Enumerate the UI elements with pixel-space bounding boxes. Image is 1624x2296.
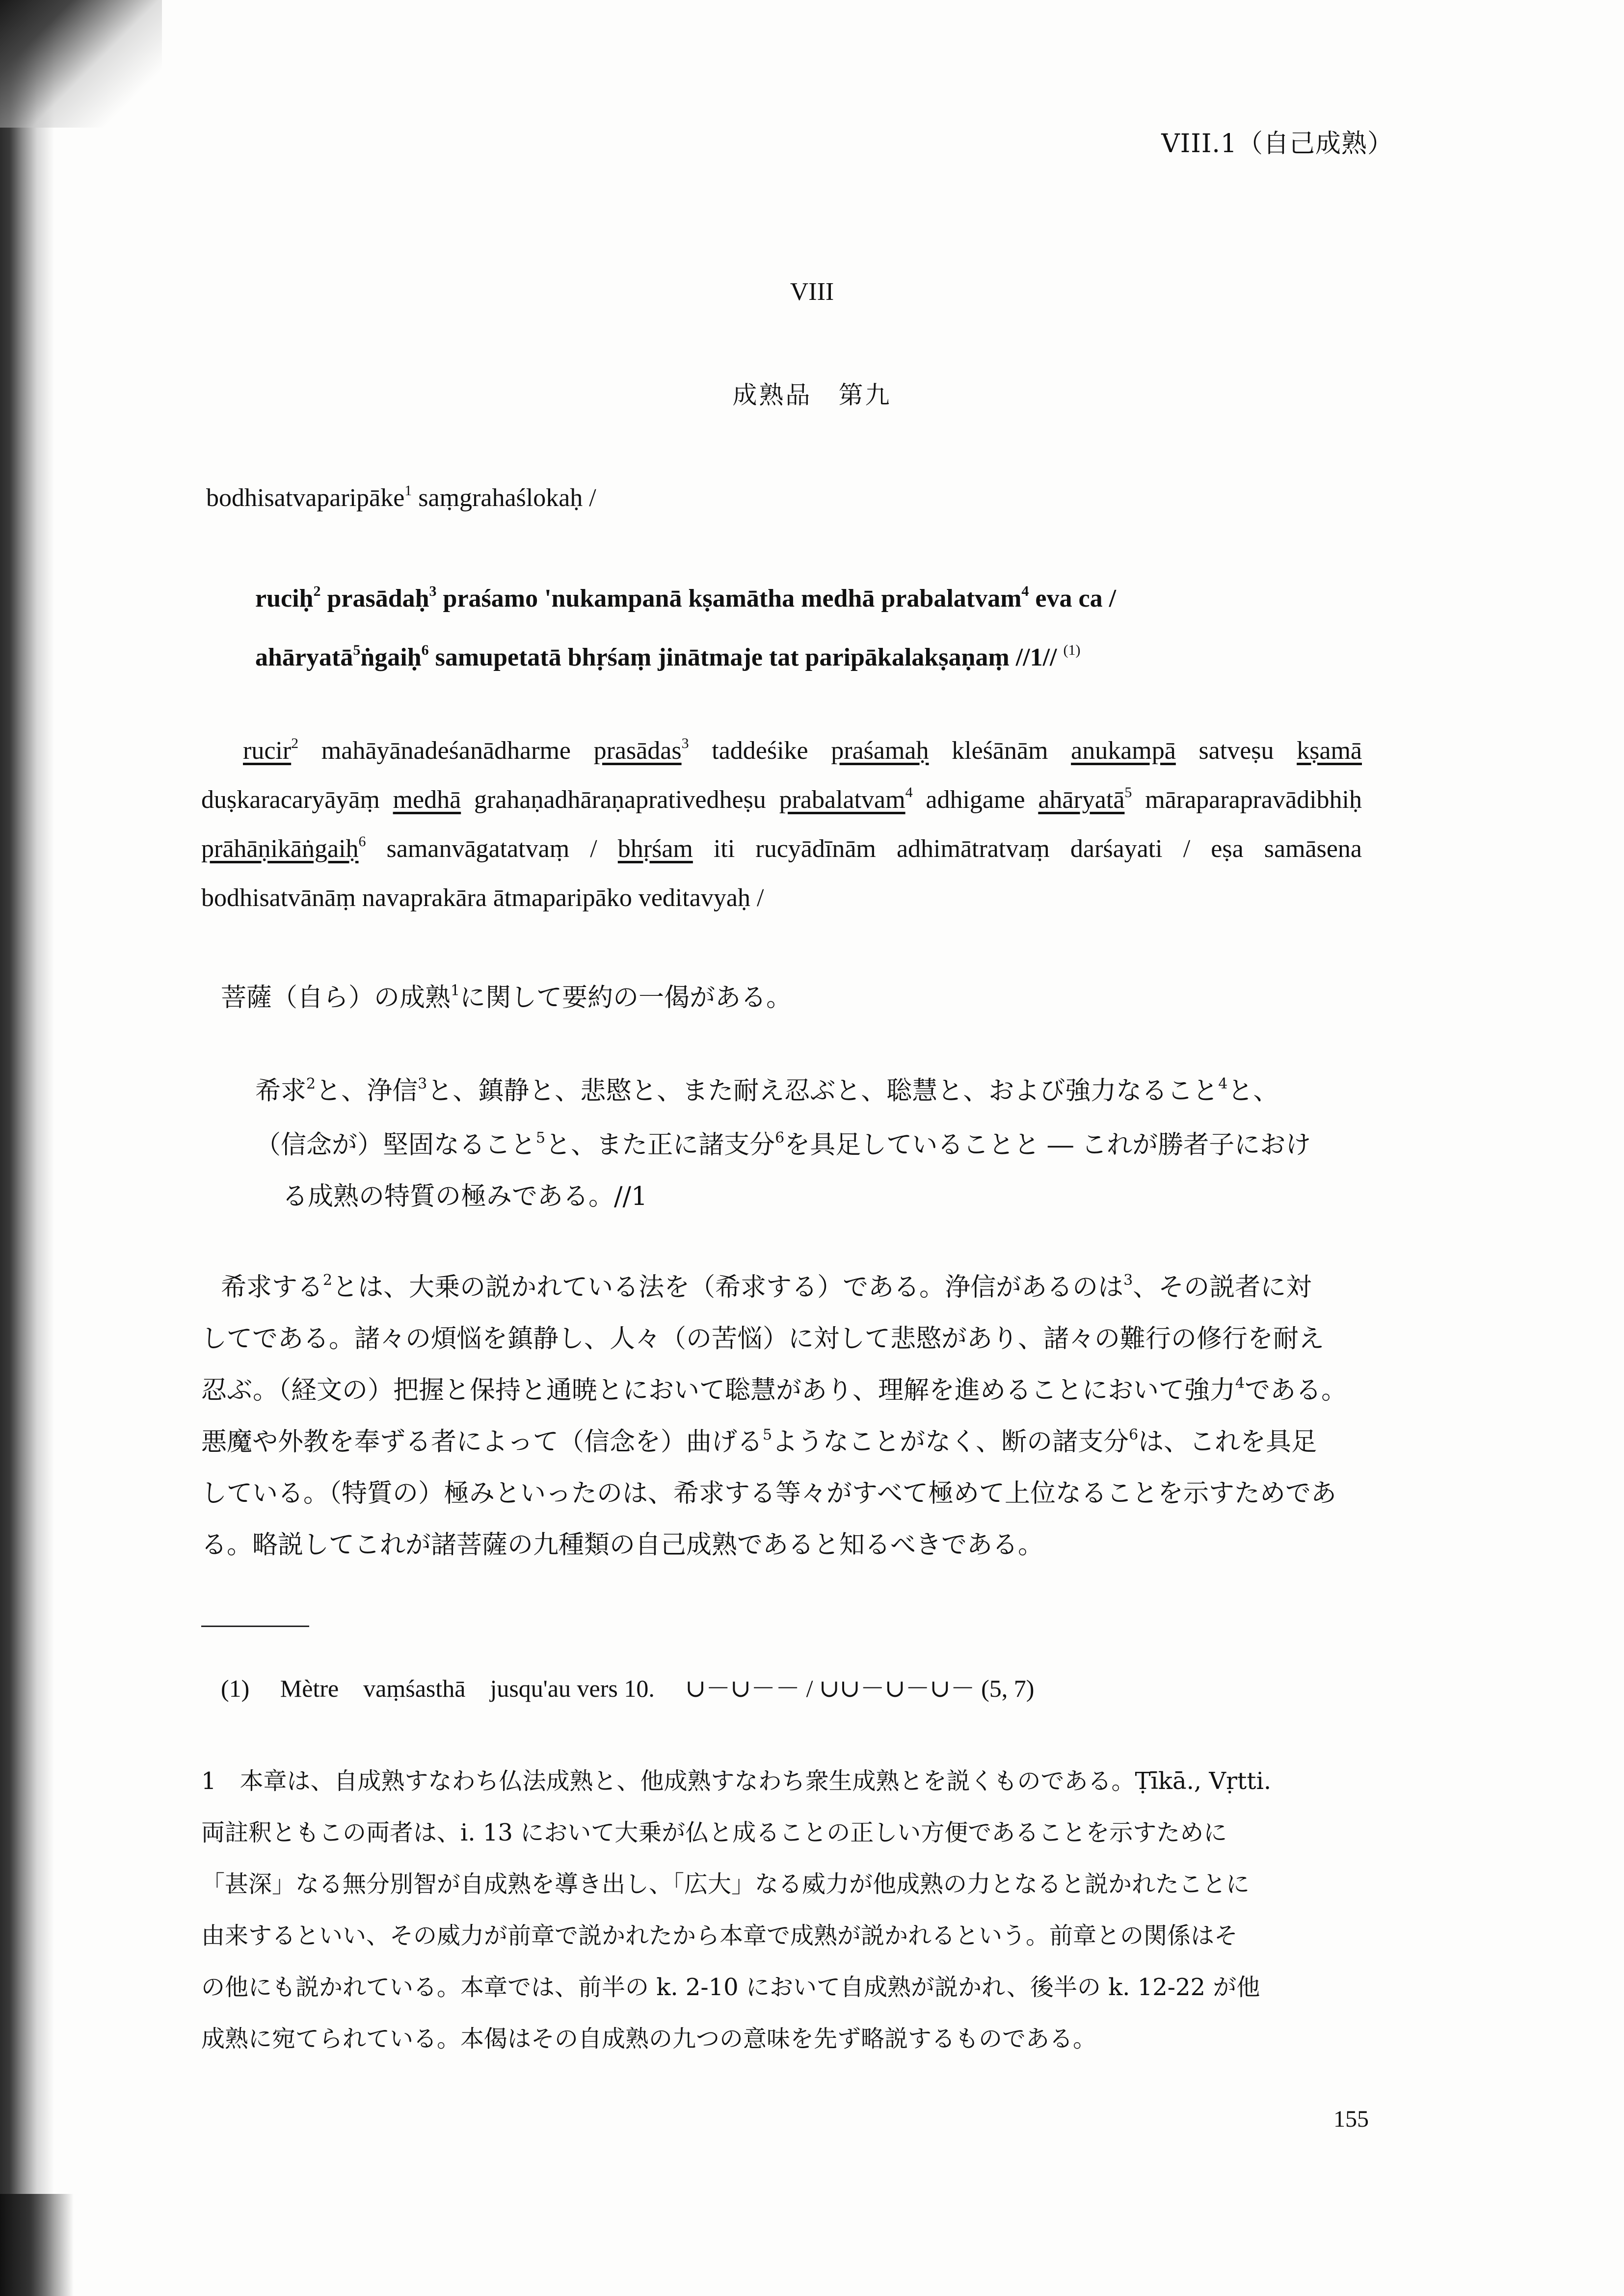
- footnote-1-line-6: 成熟に宛てられている。本偈はその自成熟の九つの意味を先ず略説するものである。: [201, 2025, 1097, 2053]
- intro-line: bodhisatvaparipāke$^1$ saṃgrahaślokaḥ /: [206, 482, 596, 512]
- footnote-meter: (1) Mètre vaṃśasthā jusqu'au vers 10. ∪－∪－－ / ∪∪－∪－∪－ (5, 7): [221, 1675, 1035, 1702]
- chapter-number: VIII: [790, 278, 834, 306]
- jp-intro-line: 菩薩（自ら）の成熟$^1$に関して要約の一偈がある。: [221, 982, 792, 1013]
- footnote-1-line-1: 1 本章は、自成熟すなわち仏法成熟と、他成熟すなわち衆生成熟とを説くものである。Ṭīkā., Vṛtti.: [201, 1767, 1272, 1795]
- jp-verse-line-3: る成熟の特質の極みである。//1: [282, 1182, 648, 1211]
- jp-commentary-line-6: る。略説してこれが諸菩薩の九種類の自己成熟であると知るべきである。: [201, 1530, 1044, 1560]
- jp-verse-line-1: 希求$^2$と、浄信$^3$と、鎮静と、悲愍と、また耐え忍ぶと、聡慧と、および強力なること$^4$と、: [255, 1075, 1279, 1106]
- bottom-shadow: [0, 2194, 74, 2296]
- jp-verse-line-2: （信念が）堅固なること$^5$と、また正に諸支分$^6$を具足していることと ― これが勝者子におけ: [255, 1129, 1311, 1160]
- footnote-1-line-3: 「甚深」なる無分別智が自成熟を導き出し、「広大」なる威力が他成熟の力となると説かれたことに: [201, 1870, 1250, 1898]
- page-number: 155: [1333, 2106, 1369, 2132]
- commentary-line-4: bodhisatvānāṃ navaprakāra ātmaparipāko veditavyaḥ /: [201, 884, 764, 912]
- commentary-line-1: rucir$^2$ mahāyānadeśanādharme prasādas$^3$ taddeśike praśamaḥ kleśānām anukampā satveṣu kṣamā: [243, 735, 1362, 765]
- footnote-1-line-5: の他にも説かれている。本章では、前半の k. 2-10 において自成熟が説かれ、後半の k. 12-22 が他: [201, 1974, 1260, 2001]
- spine-shadow: [0, 0, 54, 2296]
- footnote-separator: [201, 1626, 309, 1627]
- jp-commentary-line-5: している。（特質の）極みといったのは、希求する等々がすべて極めて上位なることを示すためであ: [201, 1479, 1336, 1508]
- commentary-line-2: duṣkaracaryāyāṃ medhā grahaṇadhāraṇaprativedheṣu prabalatvam$^4$ adhigame ahāryatā$^5$ māraparapravādibhiḥ: [201, 784, 1362, 814]
- jp-commentary-line-3: 忍ぶ。（経文の）把握と保持と通暁とにおいて聡慧があり、理解を進めることにおいて強力$^4$である。: [201, 1375, 1347, 1405]
- footnote-1-line-2: 両註釈ともこの両者は、i. 13 において大乗が仏と成ることの正しい方便であることを示すために: [201, 1819, 1227, 1846]
- jp-commentary-line-1: 希求する$^2$とは、大乗の説かれている法を（希求する）である。浄信があるのは$^3$、その説者に対: [221, 1272, 1312, 1302]
- verse-line-2: ahāryatā$^5$ṅgaiḥ$^6$ samupetatā bhṛśaṃ jinātmaje tat paripākalakṣaṇaṃ //1// $^{(1)}$: [255, 642, 1081, 671]
- footnote-1-line-4: 由来するといい、その威力が前章で説かれたから本章で成熟が説かれるという。前章との関係はそ: [201, 1922, 1238, 1949]
- commentary-line-3: prāhāṇikāṅgaiḥ$^6$ samanvāgatatvaṃ / bhṛśam iti rucyādīnām adhimātratvaṃ darśayati / eṣa samāsena: [201, 833, 1362, 863]
- jp-commentary-line-2: してである。諸々の煩悩を鎮静し、人々（の苦悩）に対して悲愍があり、諸々の難行の修行を耐え: [201, 1324, 1325, 1354]
- chapter-title: 成熟品 第九: [732, 381, 892, 409]
- corner-shadow: [0, 0, 162, 128]
- running-head: VIII.1（自己成熟）: [1161, 129, 1393, 159]
- verse-line-1: ruciḥ$^2$ prasādaḥ$^3$ praśamo 'nukampanā kṣamātha medhā prabalatvam$^4$ eva ca /: [255, 583, 1117, 613]
- jp-commentary-line-4: 悪魔や外教を奉ずる者によって（信念を）曲げる$^5$ようなことがなく、断の諸支分$^6$は、これを具足: [201, 1426, 1317, 1457]
